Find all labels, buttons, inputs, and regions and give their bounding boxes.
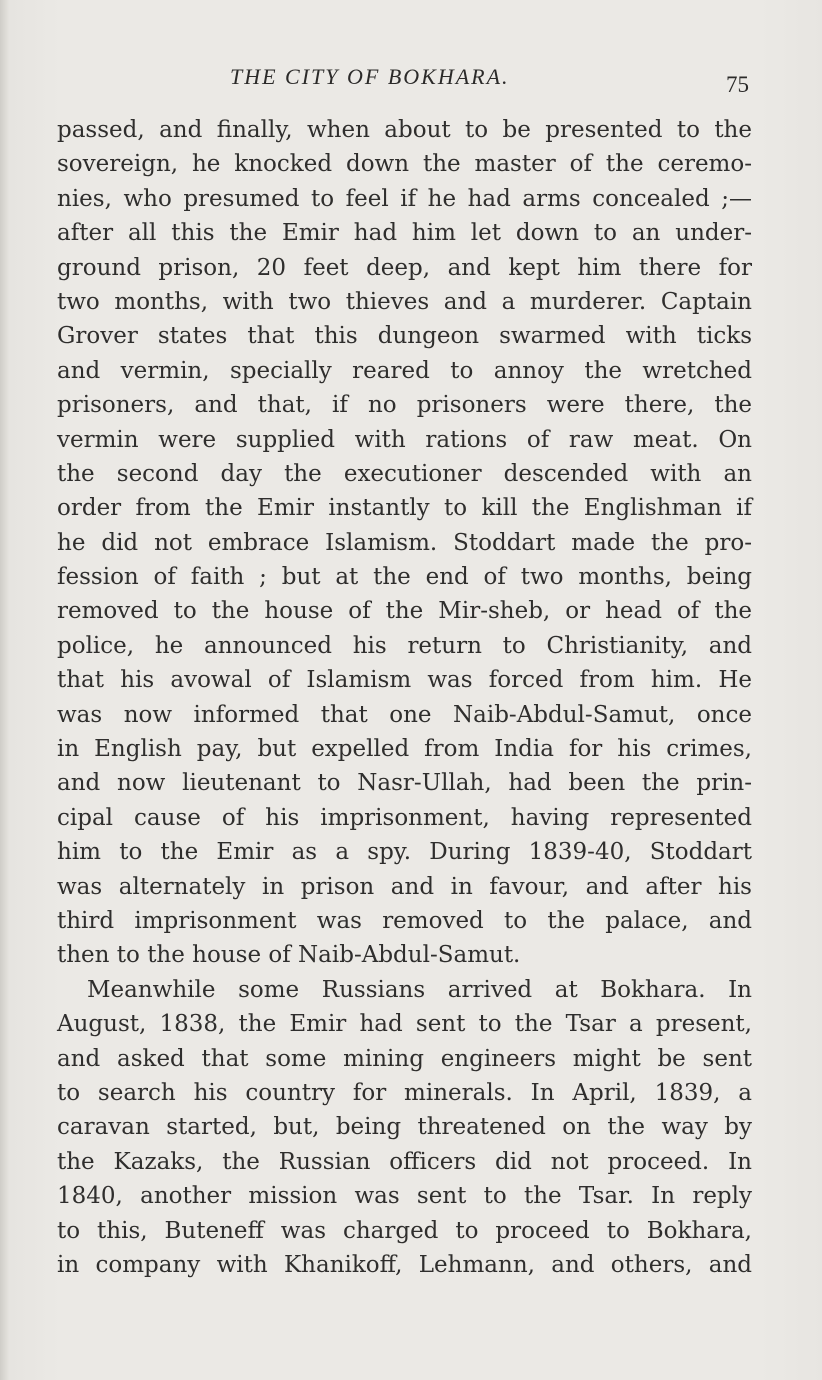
text-line: police, he announced his return to Christianity, and — [57, 632, 752, 659]
text-line: to this, Buteneff was charged to proceed to Bokhara, — [57, 1217, 752, 1244]
text-line: in English pay, but expelled from India for his crimes, — [57, 736, 752, 763]
text-line: and now lieutenant to Nasr-Ullah, had been the prin- — [57, 770, 752, 797]
page-gutter-shadow — [0, 0, 8, 1380]
text-line: nies, who presumed to feel if he had arms concealed ;— — [57, 185, 752, 212]
body-text — [57, 113, 752, 1282]
page-number: 75 — [726, 72, 749, 97]
text-line: prisoners, and that, if no prisoners were there, the — [57, 392, 752, 419]
text-line: that his avowal of Islamism was forced from him. He — [57, 667, 752, 694]
text-line: ground prison, 20 feet deep, and kept him there for — [57, 254, 752, 281]
text-line: vermin were supplied with rations of raw meat. On — [57, 426, 752, 453]
text-line: and vermin, specially reared to annoy the wretched — [57, 357, 752, 384]
text-line: then to the house of Naib-Abdul-Samut. — [57, 942, 521, 969]
text-line: he did not embrace Islamism. Stoddart made the pro- — [57, 529, 752, 556]
text-line: fession of faith ; but at the end of two months, being — [57, 564, 752, 591]
text-line: the Kazaks, the Russian officers did not proceed. In — [57, 1148, 752, 1175]
text-line: sovereign, he knocked down the master of the ceremo- — [57, 151, 752, 178]
text-line: two months, with two thieves and a murderer. Captain — [57, 288, 752, 315]
text-line: him to the Emir as a spy. During 1839-40, Stoddart — [57, 839, 752, 866]
text-line: to search his country for minerals. In April, 1839, a — [57, 1079, 752, 1106]
text-line: Grover states that this dungeon swarmed with ticks — [57, 323, 752, 350]
text-line: was alternately in prison and in favour, and after his — [57, 873, 752, 900]
running-title: THE CITY OF BOKHARA. — [230, 64, 510, 89]
text-line: 1840, another mission was sent to the Tsar. In reply — [57, 1183, 752, 1210]
paragraph-start-line: Meanwhile some Russians arrived at Bokhara. In — [87, 976, 752, 1003]
text-line: third imprisonment was removed to the palace, and — [57, 907, 752, 934]
text-line: removed to the house of the Mir-sheb, or head of the — [57, 598, 752, 625]
text-line: order from the Emir instantly to kill the Englishman if — [57, 495, 752, 522]
text-line: passed, and finally, when about to be presented to the — [57, 117, 752, 143]
text-line: August, 1838, the Emir had sent to the Tsar a present, — [57, 1011, 752, 1038]
text-line: caravan started, but, being threatened on the way by — [57, 1114, 752, 1141]
text-line: was now informed that one Naib-Abdul-Samut, once — [57, 701, 752, 728]
text-line: and asked that some mining engineers might be sent — [57, 1045, 752, 1072]
text-line: after all this the Emir had him let down to an under- — [57, 220, 752, 247]
text-line: in company with Khanikoff, Lehmann, and others, and — [57, 1251, 752, 1278]
text-line: the second day the executioner descended with an — [57, 460, 752, 487]
text-line: cipal cause of his imprisonment, having represented — [57, 804, 752, 831]
